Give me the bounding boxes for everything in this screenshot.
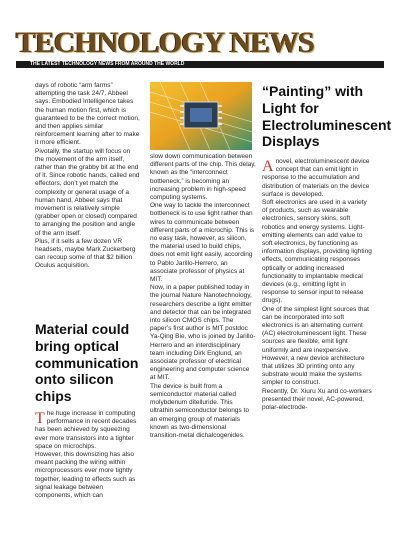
chip-illustration-icon bbox=[150, 82, 252, 150]
paragraph: Now, in a paper published today in the journal Nature Nanotechnology, researchers describe a light emitter and detector that can be integrated into silicon CMOS chips. The paper’s first author is MIT postdoc Ya-Qing Bie, who is joined by Jarillo-Herrero and an interdisciplinary team including Dirk Englund, an associate professor of electrical engineering and computer science at MIT. bbox=[150, 284, 256, 382]
masthead-tagline-bar bbox=[16, 61, 384, 68]
paragraph: However, this downsizing has also meant packing the wiring within microprocessors ever more tightly together, leading to effects such as signal leakage between components, which can bbox=[35, 451, 136, 500]
paragraph: Pivotally, the startup will focus on the movement of the arm itself, rather than the grabby bit at the end of it. Since robotic hands, called end effectors, don’t yet match the complexity or general usage of a human hand, Abbeel says that movement is relatively simple (grabber open or closed) compared to arranging the position and angle of the arm itself. bbox=[35, 147, 140, 237]
article-2-body bbox=[262, 158, 372, 412]
paragraph: slow down communication between different parts of the chip. This delay, known as the “interconnect bottleneck,” is becoming an increasing problem in high-speed computing systems. bbox=[150, 153, 256, 202]
silicon-chip-image bbox=[150, 82, 252, 150]
article-1-headline: Material could bring optical communication onto silicon chips bbox=[35, 321, 139, 405]
column-2-text bbox=[150, 153, 256, 440]
paragraph: The device is built from a semiconductor material called molybdenum ditelluride. This ultrathin semiconductor belongs to an emerging group of materials known as two-dimensional transition-metal dichalcogenides. bbox=[150, 382, 250, 439]
column-1-text bbox=[35, 82, 141, 271]
paragraph: days of robotic “arm farms” attempting the task 24/7, Abbeel says. Embodied Intelligence takes the human motion first, which is guaranteed to be the correct motion, and then applies similar reinforcement learning after to make it more efficient. bbox=[35, 82, 140, 147]
article-2-headline: “Painting” with Light for Electroluminescent Displays bbox=[262, 83, 392, 150]
lead-text: novel, electroluminescent device concept that can emit light in response to the accumulation and distribution of materials on the device surface is developed. bbox=[262, 158, 370, 198]
paragraph: One of the simplest light sources that can be incorporated into soft electronics is an alternating current (AC) electroluminescent light. These sources are flexible, emit light uniformly and are inexpensive. However, a new device architecture that utilizes 3D printing onto any substrate would make the systems simpler to construct. bbox=[262, 305, 369, 387]
lead-text: he huge increase in computing performance in recent decades has been achieved by squeezing ever more transistors into a tighter space on microchips. bbox=[35, 410, 137, 450]
masthead-tagline: THE LATEST TECHNOLOGY NEWS FROM AROUND THE WORLD bbox=[30, 61, 185, 67]
masthead bbox=[16, 25, 315, 61]
paragraph: Plus, if it sells a few dozen VR headsets, maybe Mark Zuckerberg can recoup some of that $2 billion Oculus acquisition. bbox=[35, 237, 136, 270]
drop-cap: T bbox=[35, 410, 45, 427]
paragraph: Recently, Dr. Xiuru Xu and co-workers presented their novel, AC-powered, polar-electrode- bbox=[262, 387, 372, 412]
paragraph bbox=[35, 410, 141, 451]
drop-cap: A bbox=[262, 158, 274, 175]
paragraph bbox=[262, 158, 372, 199]
paragraph: Soft electronics are used in a variety of products, such as wearable electronics, sensory skins, soft robotics and energy systems. Light-emitting elements can add value to soft electronics, by functioning as information displays, providing lighting effects, communicating responses optically or adding increased functionality to implantable medical devices (e.g., emitting light in response to sensor input to release drugs). bbox=[262, 199, 372, 305]
masthead-title: TECHNOLOGY NEWS bbox=[16, 26, 315, 59]
article-1-body bbox=[35, 410, 141, 500]
paragraph: One way to tackle the interconnect bottleneck is to use light rather than wires to communicate between different parts of a microchip. This is no easy task, however, as silicon, the material used to build chips, does not emit light easily, according to Pablo Jarillo-Herrero, an associate professor of physics at MIT. bbox=[150, 202, 255, 284]
